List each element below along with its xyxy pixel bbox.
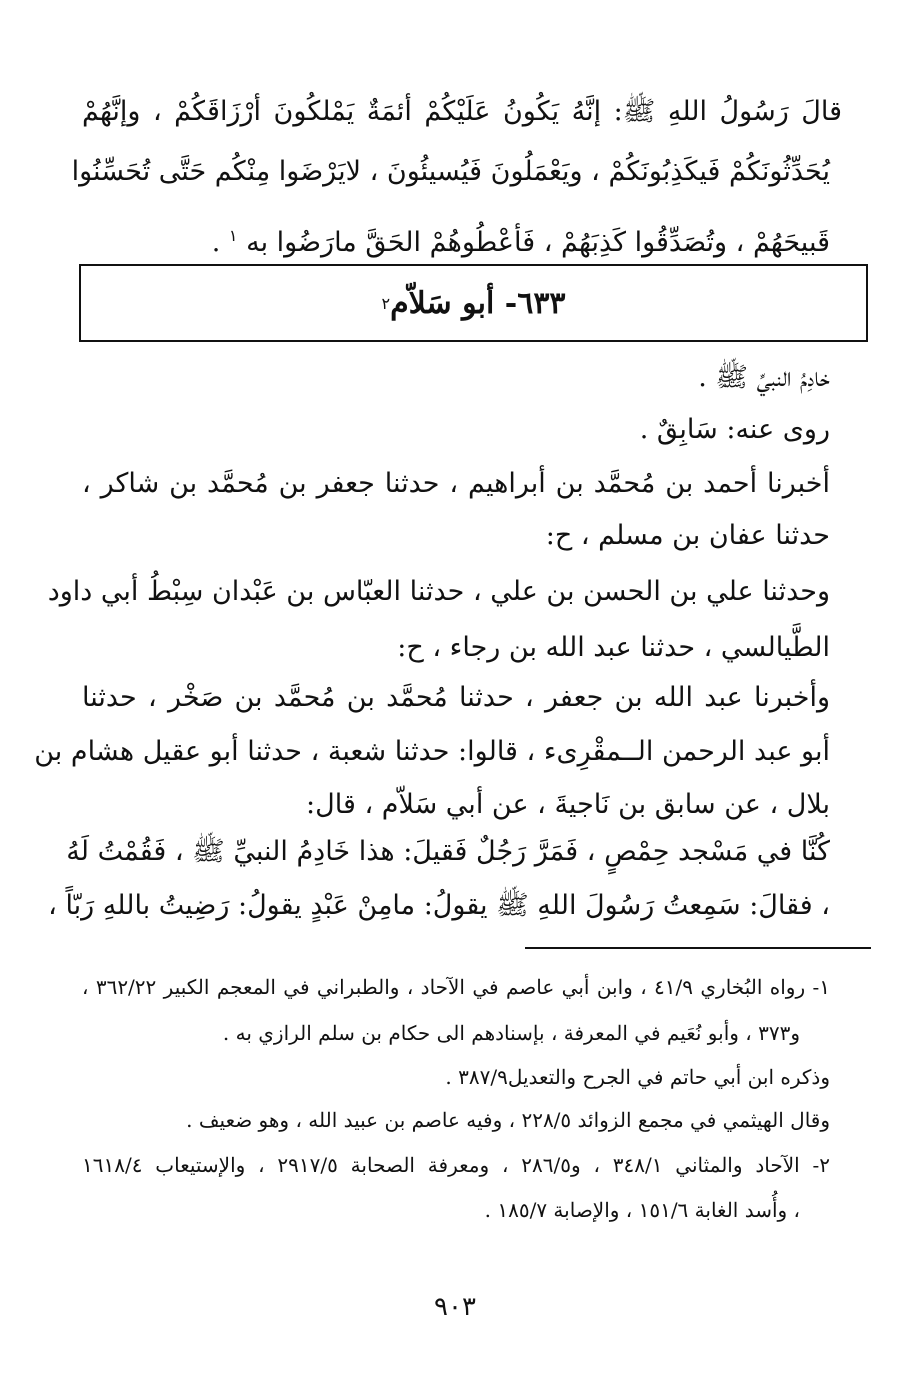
text-line bbox=[211, 216, 830, 263]
footnote-line: وقال الهيثمي في مجمع الزوائد ٢٢٨/٥ ، وفيه عاصم بن عبيد الله ، وهو ضعيف . bbox=[186, 1108, 830, 1132]
text-line: أخبرنا أحمد بن مُحمَّد بن أبراهيم ، حدثنا جعفر بن مُحمَّد بن شاكر ، bbox=[82, 468, 830, 499]
text-line: يُحَدِّثُونَكُمْ فَيكَذِبُونَكُمْ ، ويَعْمَلُونَ فَيُسيئُونَ ، لايَرْضَوا مِنْكُم حَتَّى تُحَسِّنُوا bbox=[71, 156, 830, 187]
text-line: بلال ، عن سابق بن نَاجيةَ ، عن أبي سَلاّم ، قال: bbox=[306, 789, 830, 820]
text-line: وأخبرنا عبد الله بن جعفر ، حدثنا مُحمَّد بن مُحمَّد بن صَخْر ، حدثنا bbox=[82, 682, 830, 713]
text-line-content: قَبيحَهُمْ ، وتُصَدِّقُوا كَذِبَهُمْ ، فَأعْطُوهُمْ الحَقَّ مارَضُوا به bbox=[246, 227, 830, 258]
sentence-end: . bbox=[211, 227, 221, 258]
text-line: روى عنه: سَابِقٌ . bbox=[639, 414, 830, 445]
footnote-divider bbox=[525, 947, 871, 949]
footnote-line: ٢- الآحاد والمثاني ٣٤٨/١ ، و٢٨٦/٥ ، ومعرفة الصحابة ٢٩١٧/٥ ، والإستيعاب ١٦١٨/٤ bbox=[82, 1153, 830, 1177]
footnote-line: وذكره ابن أبي حاتم في الجرح والتعديل٣٨٧/٩ . bbox=[445, 1065, 830, 1089]
text-line: خادِمُ النبيِّ ﷺ . bbox=[698, 362, 830, 393]
footnote-line: و٣٧٣ ، وأبو نُعَيم في المعرفة ، بإسنادهم الى حكام بن سلم الرازي به . bbox=[222, 1021, 800, 1045]
text-line: وحدثنا علي بن الحسن بن علي ، حدثنا العبّاس بن عَبْدان سِبْطُ أبي داود bbox=[47, 576, 830, 607]
text-line: الطَّيالسي ، حدثنا عبد الله بن رجاء ، ح: bbox=[397, 632, 830, 663]
text-line: حدثنا عفان بن مسلم ، ح: bbox=[545, 520, 830, 551]
entry-heading-box bbox=[79, 264, 868, 342]
text-line: ، فقالَ: سَمِعتُ رَسُولَ اللهِ ﷺ يقولُ: مامِنْ عَبْدٍ يقولُ: رَضِيتُ باللهِ رَبّاً ، bbox=[48, 890, 830, 921]
entry-heading: ٦٣٣- أبو سَلاّم bbox=[390, 285, 566, 321]
page-number: ٩٠٣ bbox=[434, 1292, 476, 1322]
footnote-ref: ١ bbox=[228, 226, 238, 245]
text-line: كُنَّا في مَسْجد حِمْصٍ ، فَمَرَّ رَجُلٌ فَقيلَ: هذا خَادِمُ النبيِّ ﷺ ، فَقُمْتُ لَهُ bbox=[66, 836, 830, 867]
footnote-ref: ٢ bbox=[381, 293, 391, 313]
text-line: قالَ رَسُولُ اللهِ ﷺ: إنَّهُ يَكُونُ عَلَيْكُمْ أئمَةٌ يَمْلكُونَ أرْزَاقَكُمْ ، وإنَّهُمْ bbox=[82, 96, 842, 127]
text-line: أبو عبد الرحمن الــمقْرِىء ، قالوا: حدثنا شعبة ، حدثنا أبو عقيل هشام بن bbox=[34, 736, 830, 767]
footnote-line: ١- رواه البُخاري ٤١/٩ ، وابن أبي عاصم في الآحاد ، والطبراني في المعجم الكبير ٣٦٢/٢٢ ، bbox=[82, 975, 830, 999]
footnote-line: ، وأُسد الغابة ١٥١/٦ ، والإصابة ١٨٥/٧ . bbox=[484, 1198, 800, 1222]
